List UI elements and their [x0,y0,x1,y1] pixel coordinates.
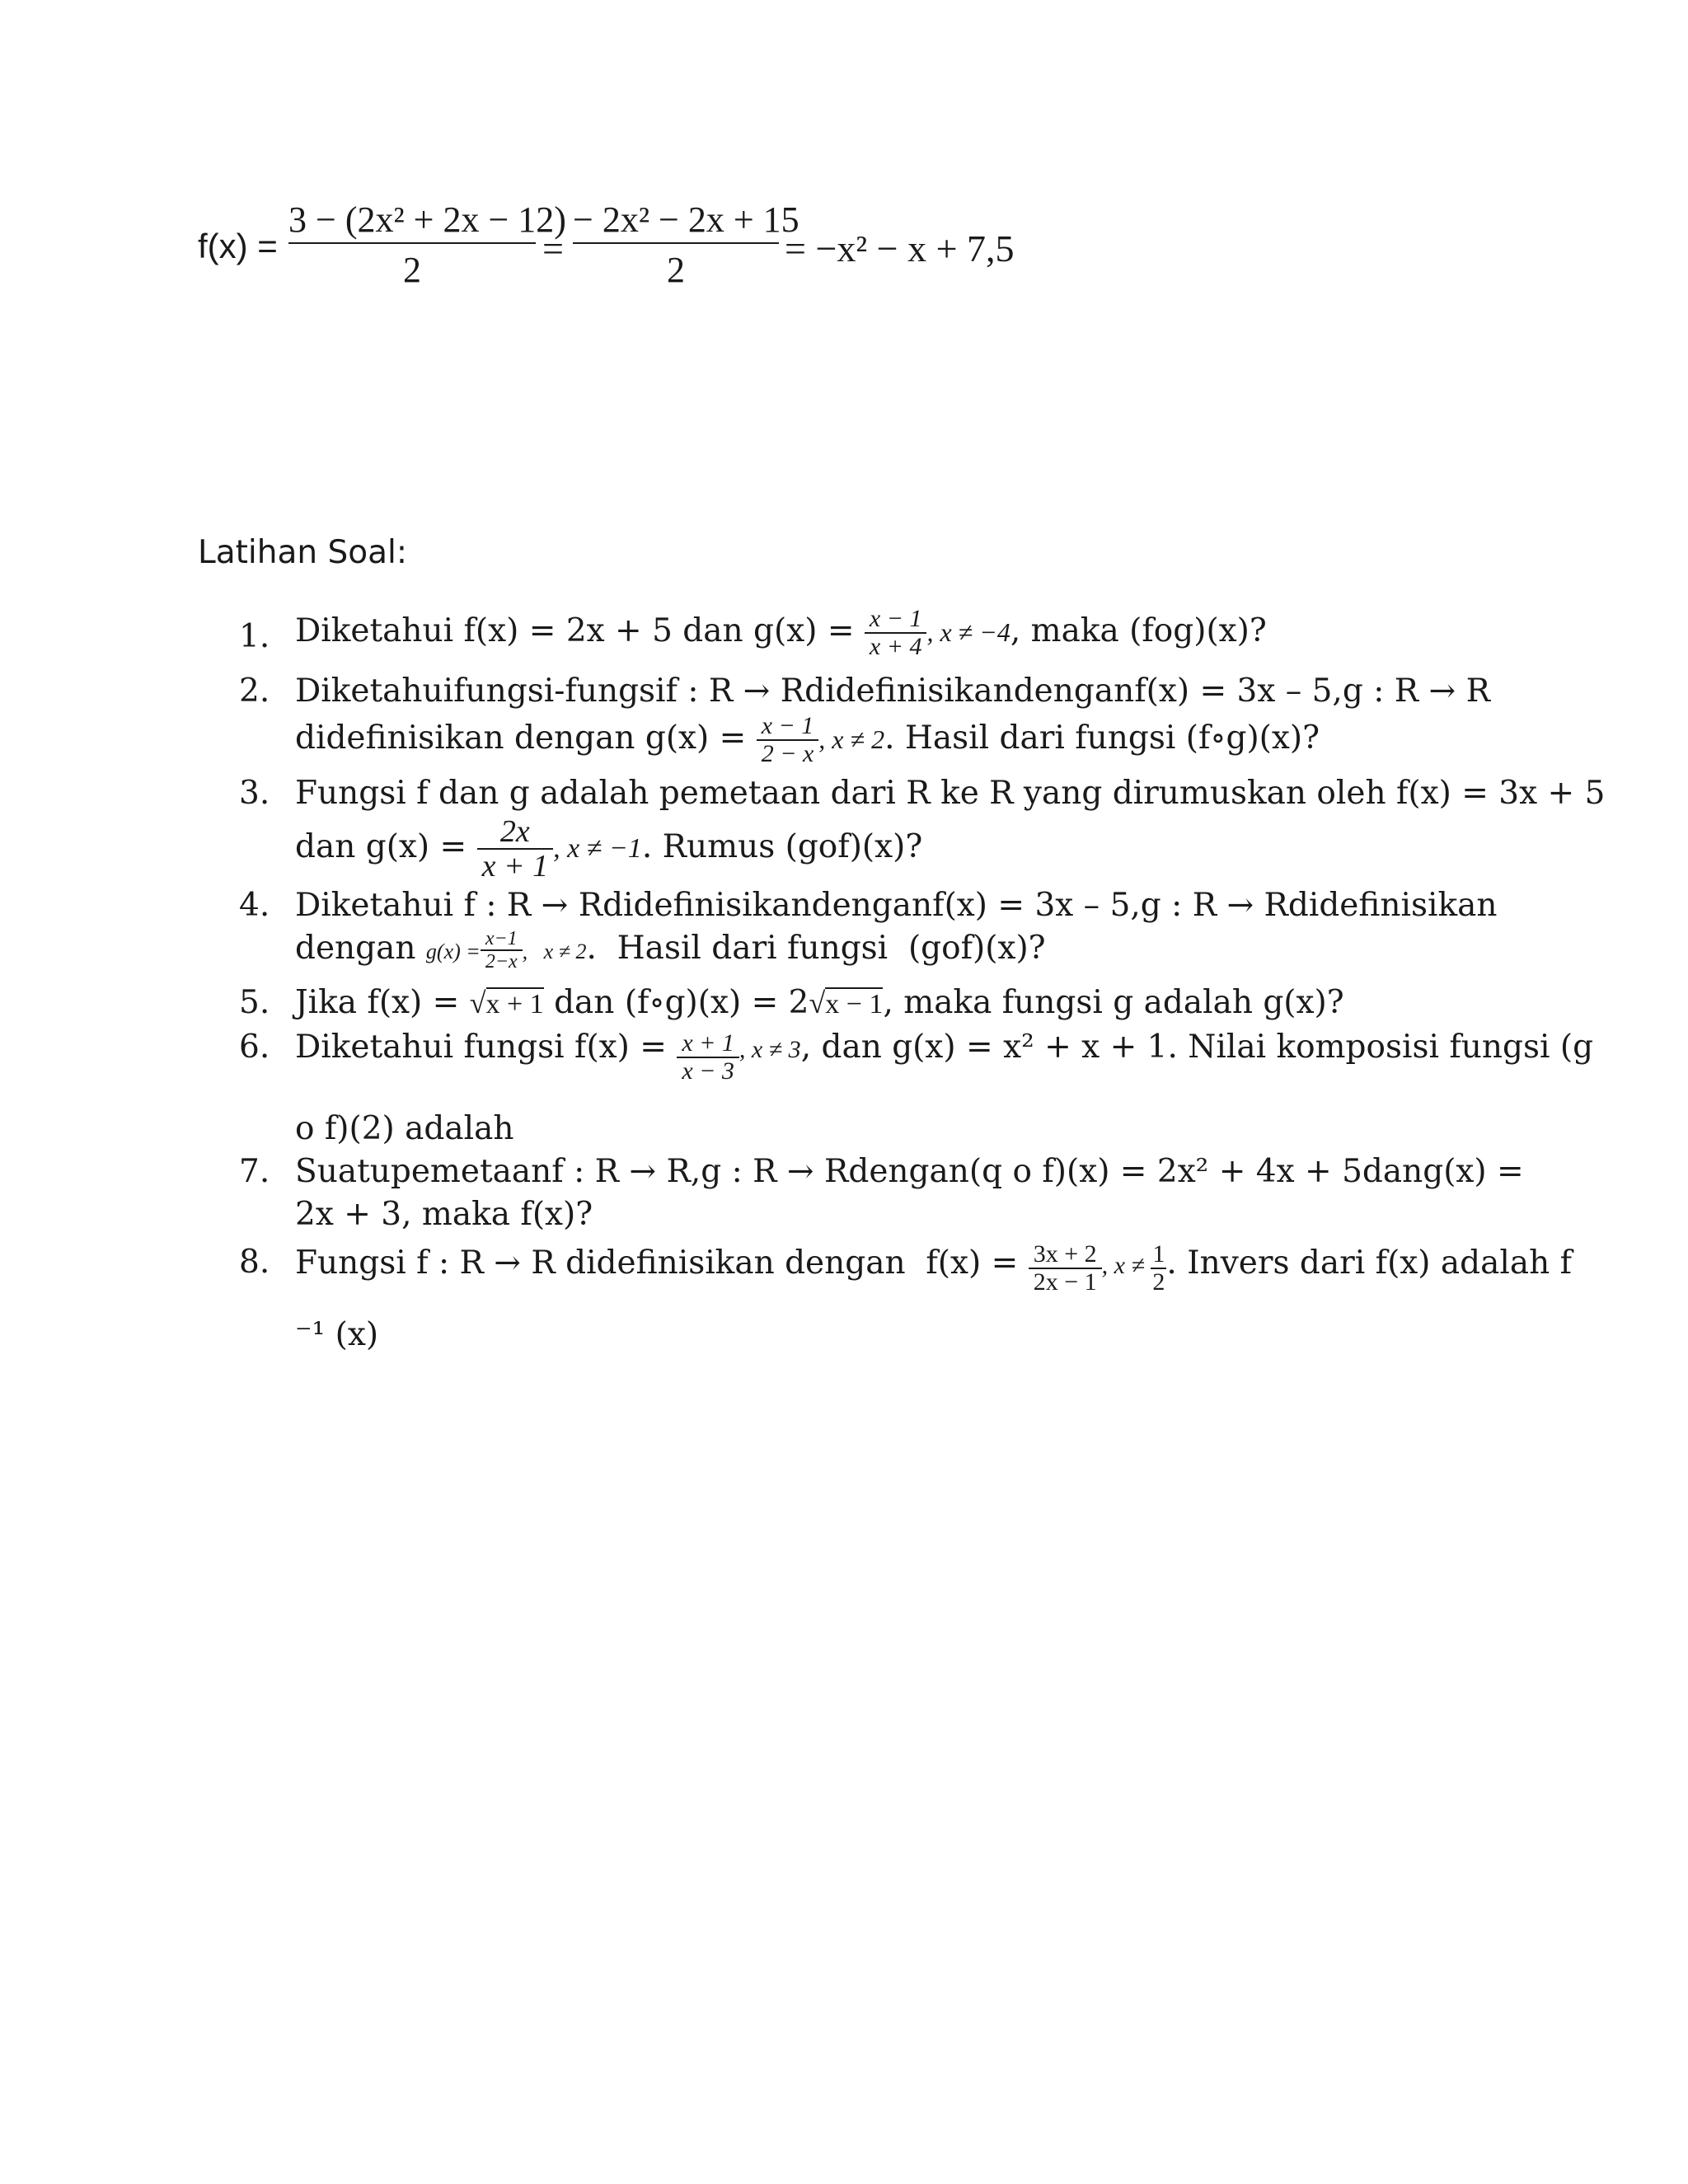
condition: , x ≠ 2 [522,940,587,963]
exercise-item-4 [239,884,1498,973]
formula-lhs: f(x) = [198,227,278,265]
item-line-1: Diketahui fungsi-fungsi f : R → R didefinisikan dengan f(x) = 3x – 5, g : R → R [295,673,1490,710]
item-line-1: Fungsi f dan g adalah pemetaan dari R ke R yang dirumuskan oleh f(x) = 3x + 5 [295,775,1606,812]
fraction-1-numerator: 3 − (2x² + 2x − 12) [288,199,566,240]
item-line-2: o f)(2) adalah [295,1110,514,1147]
item-line-1: Suatu pemetaan f : R → R, g : R → R dengan (q o f)(x) = 2x² + 4x + 5 dan g(x) = [295,1153,1524,1190]
fraction: $\frac{2x}{x + 1}$ [477,815,554,883]
item-number: 3. [239,775,270,812]
item-line-2: didefinisikan dengan g(x) = $\frac{x - 1}{2 - x}$ , x ≠ 2. Hasil dari fungsi (f∘g)(x)? [295,712,1320,767]
sqrt-radicand: x + 1 [485,989,544,1019]
fraction: $\frac{3x + 2}{2x - 1}$ [1029,1241,1102,1296]
item-number: 5. [239,984,270,1021]
item-line-2: dengan g(x) = $\frac{x-1}{2-x}$ , x ≠ 2. Hasil dari fungsi (gof)(x)? [295,928,1046,972]
item-number: 1. [239,618,270,655]
exercise-list [239,605,1606,1357]
formula-result: = −x² − x + 7,5 [785,227,1015,269]
exercise-item-8: 8. Fungsi f : R → R didefinisikan dengan f(x) = $\frac{3x + 2}{2x - 1}$ , x ≠ $\frac{1}{2}$ . Invers dari f(x) adalah f ⁻¹ (x) [239,1241,1484,1357]
exercise-item-7 [239,1151,1524,1236]
condition: , x ≠ −1 [553,833,642,864]
item-number: 4. [239,887,270,924]
formula-fraction-2 [573,198,799,292]
sqrt-symbol-icon: √ [809,987,826,1019]
fraction-half: $\frac{1}{2}$ [1152,1240,1165,1296]
fraction: $\frac{x-1}{2-x}$ [481,928,523,972]
fraction-2-numerator: − 2x² − 2x + 15 [573,199,799,240]
fraction: $\frac{x - 1}{x + 4}$ [865,606,927,660]
sqrt-radicand: x − 1 [825,989,884,1019]
item-number: 2. [239,673,270,710]
condition: , x ≠ −4 [926,617,1010,647]
exercise-item-2 [239,670,1490,767]
condition: , x ≠ 2 [818,724,885,754]
exercise-item-3 [239,772,1606,883]
fraction-1-denominator: 2 [288,242,536,292]
item-number: 6. [239,1029,270,1066]
item-line-1: Diketahui f : R → R didefinisikan dengan f(x) = 3x – 5, g : R → R didefinisikan [295,887,1498,924]
sqrt-symbol-icon: √ [469,987,486,1019]
exercise-item-5: 5. Jika f(x) = √x + 1 dan (f∘g)(x) = 2√x − 1, maka fungsi g adalah g(x)? [239,982,1484,1026]
item-number: 8. [239,1244,270,1281]
formula-equals-1: = [542,227,564,269]
fraction: $\frac{x - 1}{2 - x}$ [757,713,819,767]
item-text: , maka (fog)(x)? [1010,612,1267,649]
fraction-2-denominator: 2 [573,242,779,292]
item-line-2: dan g(x) = $\frac{2x}{x + 1}$ , x ≠ −1. Rumus (gof)(x)? [295,814,923,883]
item-line-2: ⁻¹ (x) [295,1316,379,1353]
fraction: $\frac{x + 1}{x - 3}$ [677,1030,739,1085]
item-text: Diketahui f(x) = 2x + 5 dan g(x) = [295,612,865,649]
item-line-2: 2x + 3, maka f(x)? [295,1196,593,1233]
condition: , x ≠ [1101,1252,1151,1279]
section-heading: Latihan Soal: [198,534,407,571]
exercise-item-1 [239,606,1484,660]
formula-fraction-1 [288,198,566,292]
condition: , x ≠ 3 [738,1036,801,1063]
item-number: 7. [239,1153,270,1190]
exercise-item-6: 6. Diketahui fungsi f(x) = $\frac{x + 1}{x - 3}$ , x ≠ 3, dan g(x) = x² + x + 1. Nilai komposisi fungsi (g o f)(2) adalah [239,1026,1484,1151]
